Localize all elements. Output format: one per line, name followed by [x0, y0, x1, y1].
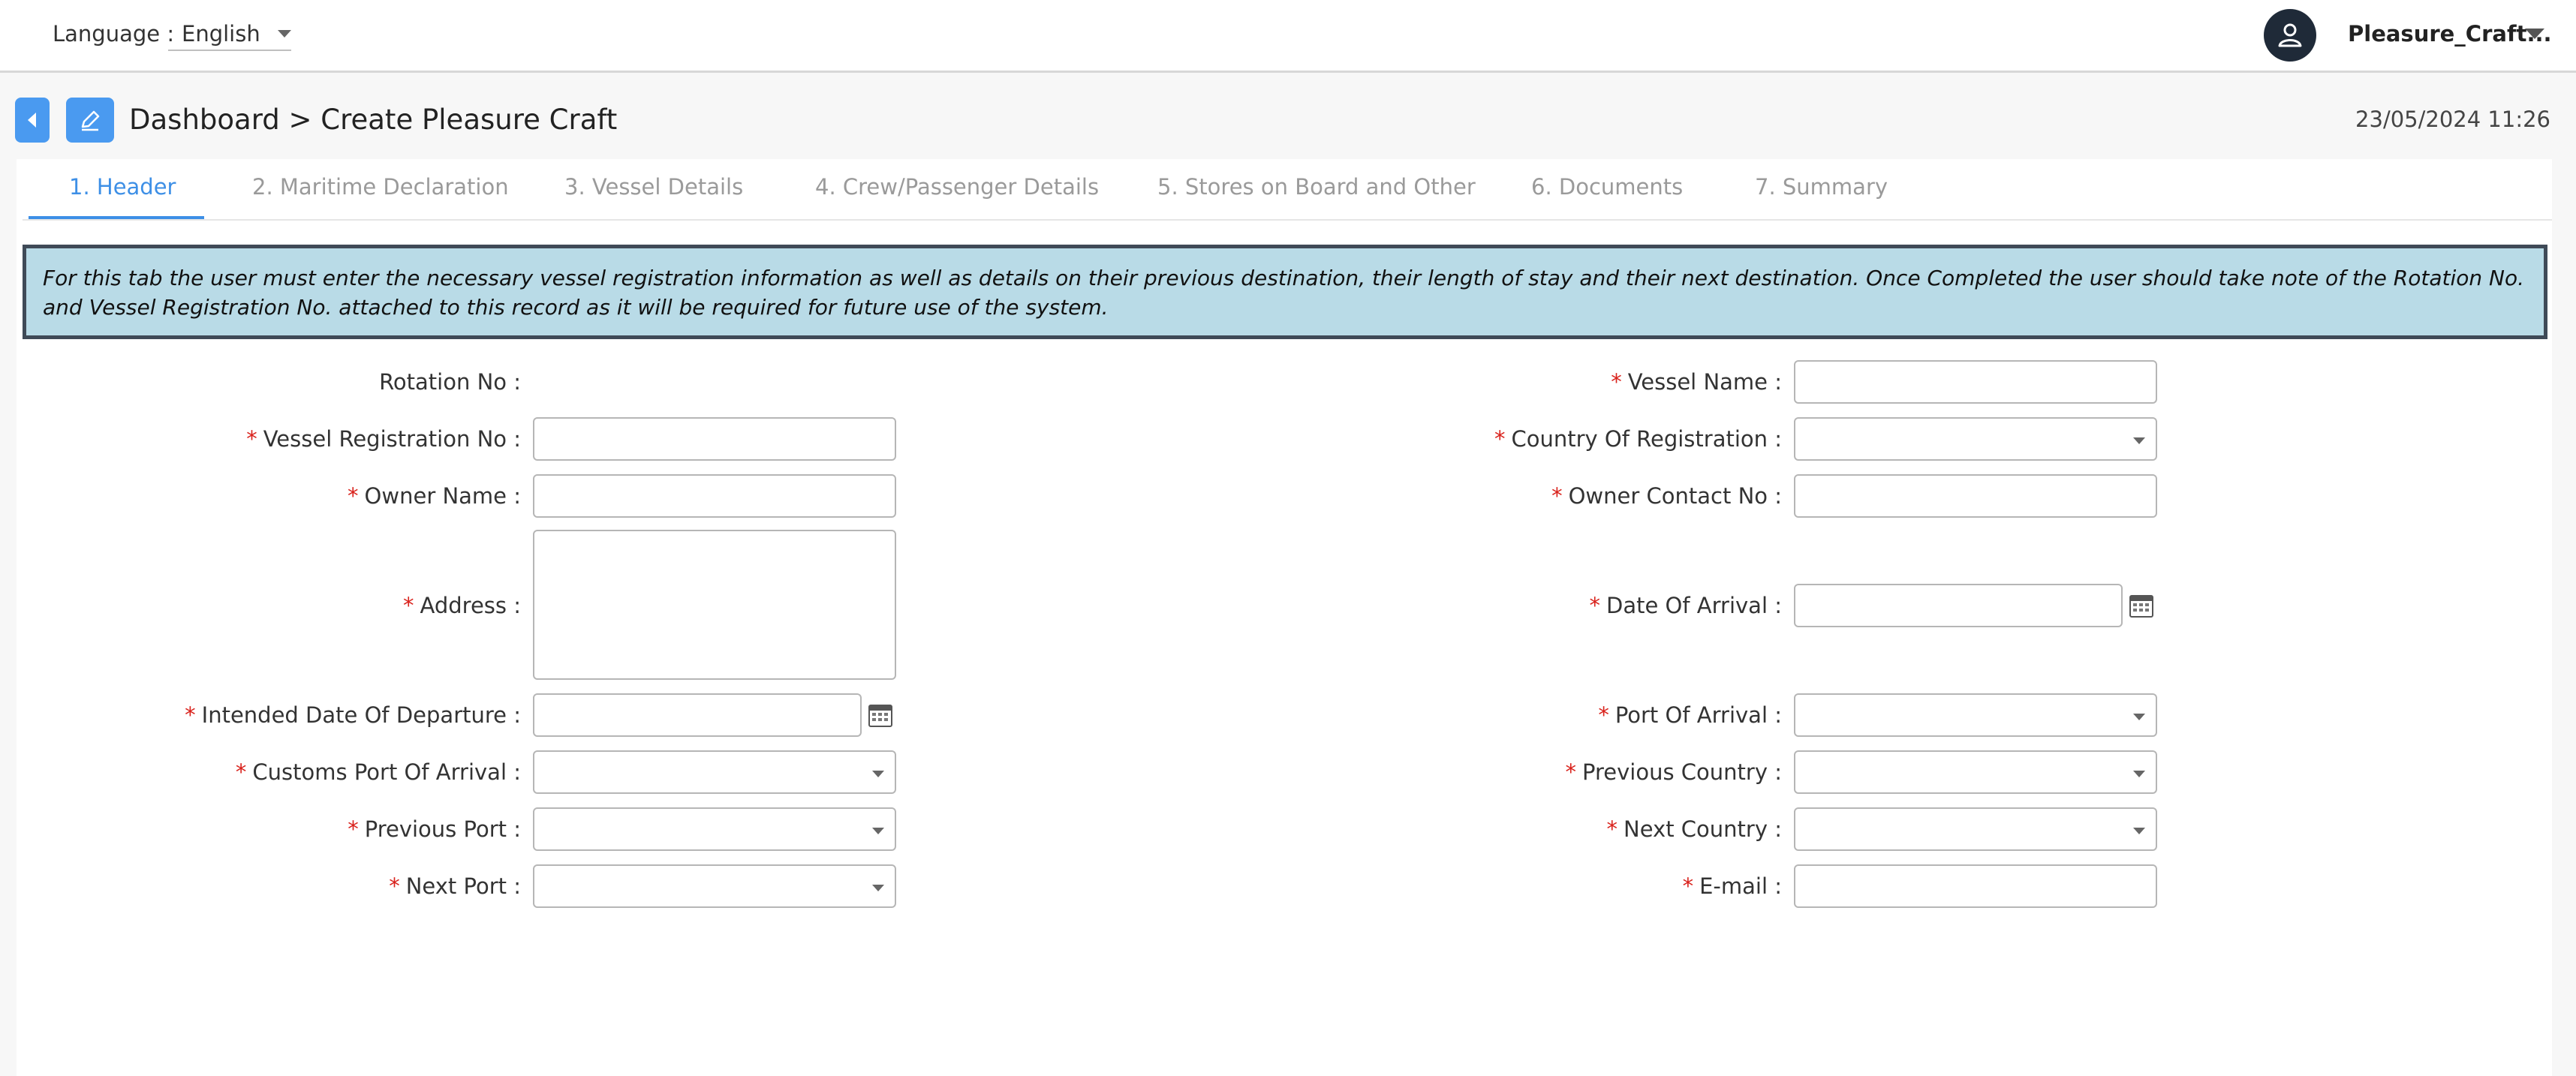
- intended-date-of-departure-input[interactable]: [533, 693, 862, 737]
- next-port-label: * Next Port :: [389, 873, 521, 899]
- tab-bar: [23, 159, 2552, 221]
- previous-country-select[interactable]: [1794, 750, 2157, 794]
- active-tab-indicator: [29, 216, 204, 219]
- tab-header[interactable]: 1. Header: [69, 174, 176, 200]
- calendar-icon[interactable]: [2129, 593, 2154, 618]
- tab-summary[interactable]: 7. Summary: [1755, 174, 1888, 200]
- vessel-registration-no-label: * Vessel Registration No :: [246, 426, 521, 452]
- user-avatar-icon[interactable]: [2264, 9, 2316, 62]
- chevron-down-icon: [278, 30, 291, 38]
- vessel-registration-no-input[interactable]: [533, 417, 896, 461]
- date-of-arrival-label: * Date Of Arrival :: [1589, 593, 1782, 618]
- tab-documents[interactable]: 6. Documents: [1531, 174, 1684, 200]
- current-datetime: 23/05/2024 11:26: [2355, 107, 2550, 132]
- user-menu-chevron-icon[interactable]: [2525, 29, 2544, 39]
- vessel-name-input[interactable]: [1794, 360, 2157, 404]
- customs-port-of-arrival-select[interactable]: [533, 750, 896, 794]
- country-of-registration-select[interactable]: [1794, 417, 2157, 461]
- next-country-select[interactable]: [1794, 807, 2157, 851]
- email-label: * E-mail :: [1682, 873, 1782, 899]
- breadcrumb: Dashboard > Create Pleasure Craft: [129, 104, 618, 136]
- customs-port-of-arrival-label: * Customs Port Of Arrival :: [235, 759, 521, 785]
- port-of-arrival-select[interactable]: [1794, 693, 2157, 737]
- tab-vessel-details[interactable]: 3. Vessel Details: [564, 174, 744, 200]
- language-value: English: [182, 21, 260, 47]
- form-panel: [17, 159, 2552, 1076]
- port-of-arrival-label: * Port Of Arrival :: [1598, 702, 1782, 728]
- next-country-label: * Next Country :: [1606, 816, 1782, 842]
- pencil-icon: [77, 107, 104, 134]
- address-textarea[interactable]: [533, 530, 896, 680]
- previous-port-select[interactable]: [533, 807, 896, 851]
- date-of-arrival-input[interactable]: [1794, 584, 2123, 627]
- previous-country-label: * Previous Country :: [1565, 759, 1782, 785]
- top-bar: [0, 0, 2576, 73]
- tab-crew-passenger-details[interactable]: 4. Crew/Passenger Details: [815, 174, 1100, 200]
- language-select[interactable]: [168, 18, 291, 51]
- owner-name-label: * Owner Name :: [348, 483, 521, 509]
- address-label: * Address :: [403, 593, 521, 618]
- edit-button[interactable]: [66, 98, 114, 143]
- info-message: For this tab the user must enter the necessary vessel registration information as well as details on their previous destination, their length of stay and their next destination. Once Completed the user should take note of the Rotation No. and Vessel Registration No. attached to this record as it will be required for future use of the system.: [23, 245, 2547, 339]
- next-port-select[interactable]: [533, 864, 896, 908]
- owner-contact-no-label: * Owner Contact No :: [1551, 483, 1782, 509]
- previous-port-label: * Previous Port :: [348, 816, 521, 842]
- calendar-icon[interactable]: [868, 702, 893, 728]
- user-name[interactable]: Pleasure_Craft...: [2348, 21, 2552, 47]
- owner-contact-no-input[interactable]: [1794, 474, 2157, 518]
- intended-date-of-departure-label: * Intended Date Of Departure :: [185, 702, 521, 728]
- vessel-name-label: * Vessel Name :: [1611, 369, 1782, 395]
- back-button[interactable]: [15, 98, 50, 143]
- country-of-registration-label: * Country Of Registration :: [1494, 426, 1782, 452]
- email-input[interactable]: [1794, 864, 2157, 908]
- rotation-no-label: Rotation No :: [379, 369, 521, 395]
- language-label: Language :: [53, 21, 175, 47]
- tab-stores-on-board[interactable]: 5. Stores on Board and Other: [1157, 174, 1476, 200]
- tab-maritime-declaration[interactable]: 2. Maritime Declaration: [252, 174, 509, 200]
- owner-name-input[interactable]: [533, 474, 896, 518]
